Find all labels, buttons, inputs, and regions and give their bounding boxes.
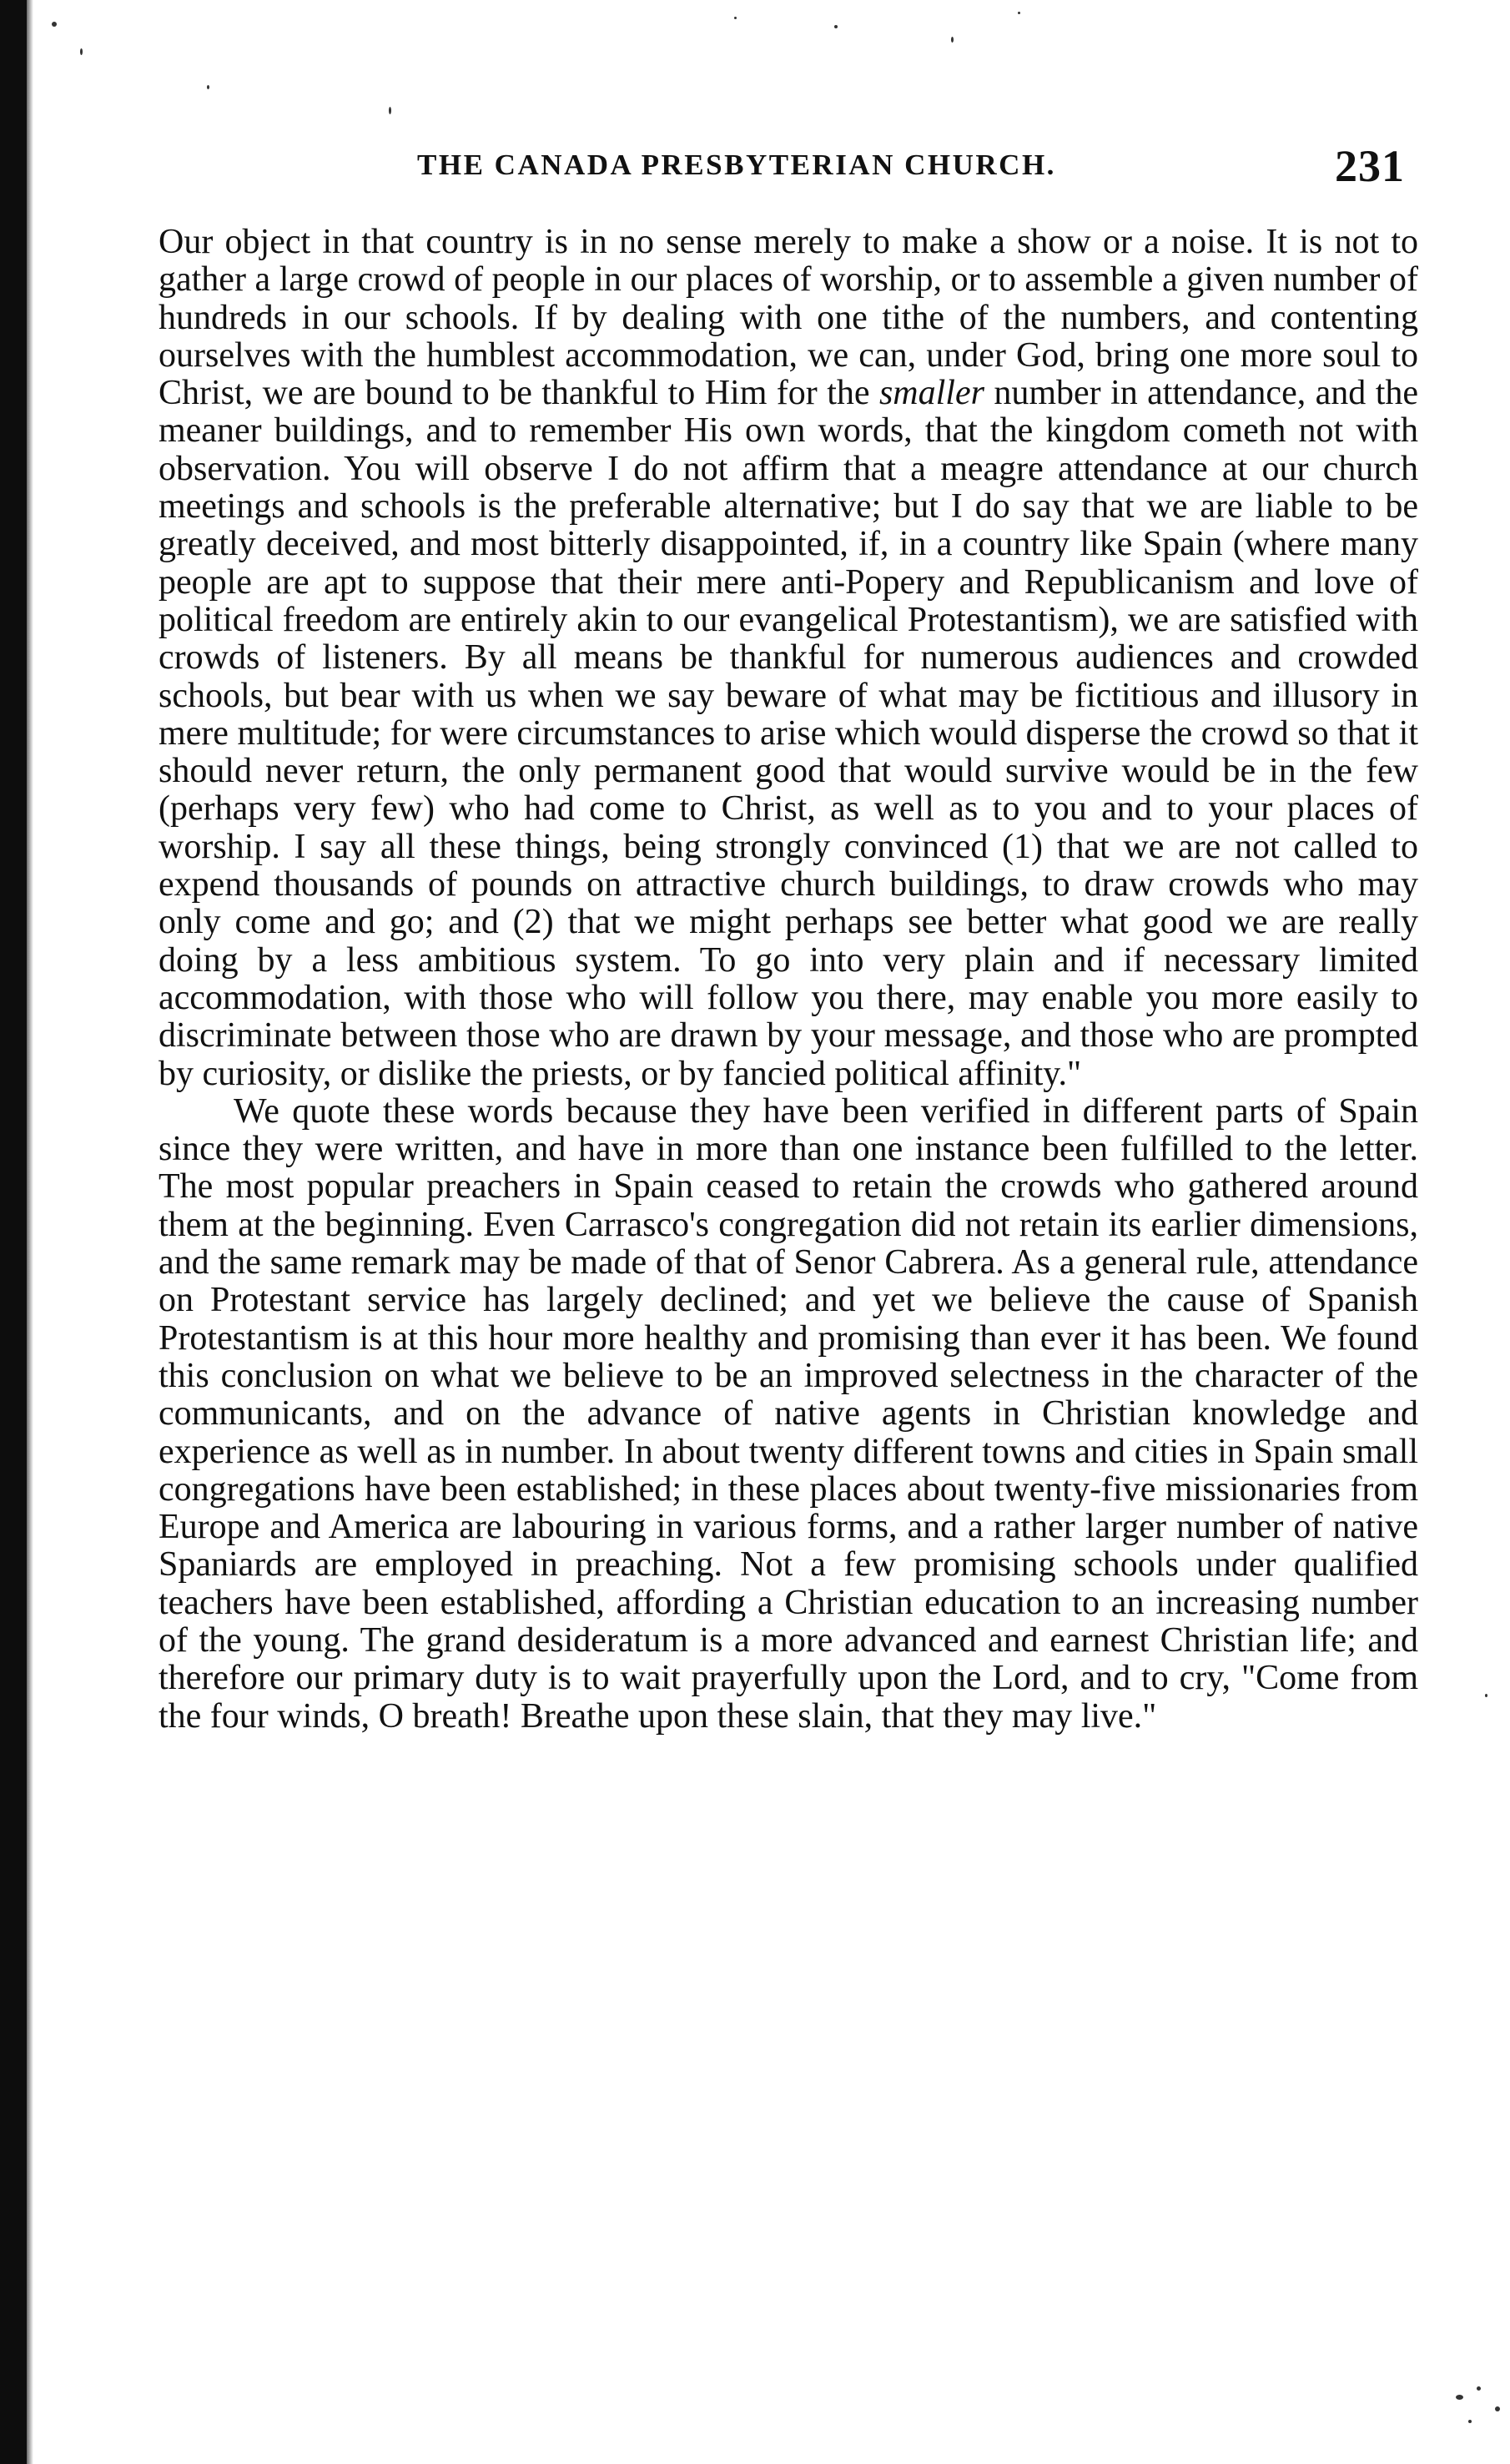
paragraph-text: Our object in that country is in no sense merely to make a show or a noise. It is not to gather a large crowd of people in our places of worship, or to assemble a given number of hundreds in our schools. If by dealing with one tithe of the numbers, and contenting ourselves with the humblest accommodation, we can, under God, bring one more soul to Christ, we are bound to be thankful to Him for the <box>159 223 1418 413</box>
scan-speck <box>207 85 209 89</box>
scan-speck <box>1485 1694 1487 1697</box>
paragraph-commentary: We quote these words because they have been verified in different parts of Spain since they were written, and have in more than one instance been fulfilled to the letter. The most popular preachers in Spain ceased to retain the crowds who gathered around them at the beginning. Even Carrasco's congregation did not retain its earlier dimensions, and the same remark may be made of that of Senor Cabrera. As a general rule, attendance on Protestant service has largely declined; and yet we believe the cause of Spanish Protestantism is at this hour more healthy and promising than ever it has been. We found this conclusion on what we believe to be an improved selectness in the character of the communicants, and on the advance of native agents in Christian knowledge and experience as well as in number. In about twenty different towns and cities in Spain small congregations have been established; in these places about twenty-five missionaries from Europe and America are labouring in various forms, and a rather larger number of native Spaniards are employed in preaching. Not a few promising schools under qualified teachers have been established, affording a Christian education to an increasing number of the young. The grand desideratum is a more advanced and earnest Christian life; and therefore our primary duty is to wait prayerfully upon the Lord, and to cry, "Come from the four winds, O breath! Breathe upon these slain, that they may live." <box>159 1091 1418 1736</box>
scan-speck <box>734 17 737 19</box>
scan-speck <box>80 48 83 55</box>
paragraph-quoted-letter <box>159 224 1418 1093</box>
scan-speck <box>1456 2395 1463 2400</box>
page-number: 231 <box>1335 141 1405 191</box>
scan-speck <box>1018 12 1020 14</box>
italic-word: smaller <box>878 374 984 413</box>
page-header <box>159 141 1443 194</box>
scan-speck <box>1477 2386 1481 2391</box>
scan-speck <box>1495 2406 1500 2411</box>
page-edge-gradient <box>27 0 33 2464</box>
scan-speck <box>1468 2420 1472 2423</box>
running-title: THE CANADA PRESBYTERIAN CHURCH. <box>417 149 1056 181</box>
paragraph-text: number in attendance, and the meaner buildings, and to remember His own words, that the kingdom cometh not with observation. You will observe I do not affirm that a meagre attendance at our church meetings and schools is the preferable alternative; but I do say that we are liable to be greatly deceived, and most bitterly disappointed, if, in a country like Spain (where many people are apt to suppose that their mere anti-Popery and Republicanism and love of political freedom are entirely akin to our evangelical Protestantism), we are satisfied with crowds of listeners. By all means be thankful for numerous audiences and crowded schools, but bear with us when we say beware of what may be fictitious and illusory in mere multitude; for were circumstances to arise which would disperse the crowd so that it should never return, the only permanent good that would survive would be in the few (perhaps very few) who had come to Christ, as well as to you and to your places of worship. I say all these things, being strongly convinced (1) that we are not called to expend thousands of pounds on attractive church buildings, to draw crowds who may only come and go; and (2) that we might perhaps see better what good we are really doing by a less ambitious system. To go into very plain and if necessary limited accommodation, with those who will follow you there, may enable you more easily to discriminate between those who are drawn by your message, and those who are prompted by curiosity, or dislike the priests, or by fancied political affinity." <box>159 374 1418 1093</box>
body-text <box>159 224 1418 1736</box>
page-edge-shadow <box>0 0 27 2464</box>
scan-speck <box>389 107 391 114</box>
scan-speck <box>834 25 838 28</box>
scan-speck <box>52 22 57 27</box>
scan-speck <box>951 37 954 43</box>
